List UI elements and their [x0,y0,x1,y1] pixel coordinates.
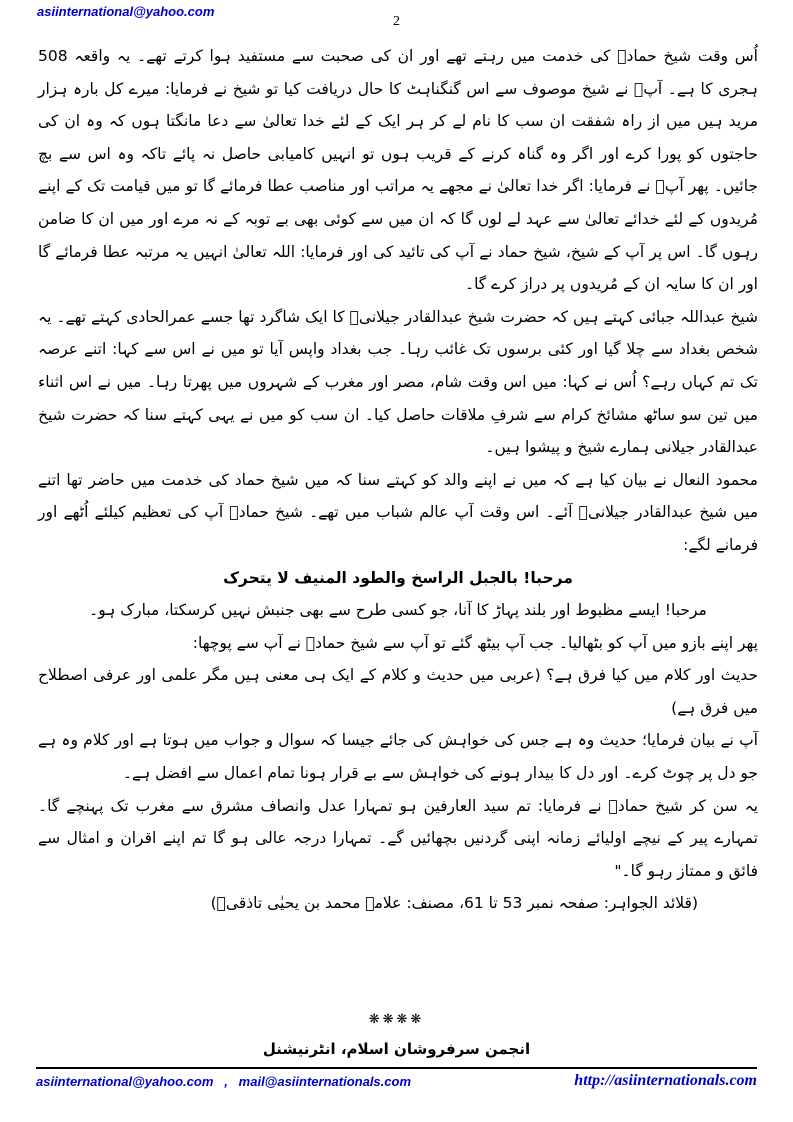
footer-website-link[interactable]: http://asiinternationals.com [574,1072,757,1089]
paragraph-3: محمود النعال نے بیان کیا ہے کہ میں نے اپنے والد کو کہتے سنا کہ میں شیخ حماد کی خدمت میں حاضر تھا اتنے میں شیخ عبدالقادر جیلانیؒ آئے۔ اس وقت آپ عالم شباب میں تھے۔ شیخ حمادؒ آپ کی تعظیم کیلئے اُٹھے اور فرمانے لگے: [38,470,758,554]
paragraph-1: اُس وقت شیخ حمادؒ کی خدمت میں رہتے تھے اور ان کی صحبت سے مستفید ہوا کرتے تھے۔ یہ واقعہ 508 ہجری کا ہے۔ آپؒ نے شیخ موصوف سے اس گنگناہٹ کا حال دریافت کیا تو شیخ نے فرمایا: میرے کل بارہ ہزار مرید ہیں میں از راہ شفقت ان سب کا نام لے کر ہر ایک کے لئے خدا تعالیٰ سے دعا مانگتا ہوں کہ وہ ان کی حاجتوں کو پورا کرے اور اگر وہ گناہ کرنے کے قریب ہوں تو انہیں کامیابی حاصل نہ پائے تاکہ وہ اس سے بچ جائیں۔ پھر آپؒ نے فرمایا: اگر خدا تعالیٰ نے مجھے یہ مراتب اور مناصب عطا فرمائے گا تو میں قیامت تک کے اپنے مُریدوں کے لئے خدائے تعالیٰ سے عہد لے لوں گا کہ ان میں سے کوئی بھی بے توبہ کے نہ مرے اور میں ان کا ضامن رہوں گا۔ اس پر آپ کے شیخ، شیخ حماد نے آپ کی تائید کی اور فرمایا: اللہ تعالیٰ انہیں یہ مرتبہ عطا فرمائے گا اور ان کا سایہ ان کے مُریدوں پر دراز کرے گا۔ [38,47,758,294]
paragraph-2: شیخ عبداللہ جبائی کہتے ہیں کہ حضرت شیخ عبدالقادر جیلانیؒ کا ایک شاگرد تھا جسے عمرالحادی کہتے تھے۔ یہ شخص بغداد سے چلا گیا اور کئی برسوں تک غائب رہا۔ جب بغداد واپس آیا تو میں نے اس سے کہا: اتنے عرصہ تک تم کہاں رہے؟ اُس نے کہا: میں اس وقت شام، مصر اور مغرب کے شہروں میں پھرتا رہا۔ میں نے اس اثناء میں تین سو ساٹھ مشائخ کرام سے شرفِ ملاقات حاصل کیا۔ ان سب کو میں نے یہی کہتے سنا کہ حضرت شیخ عبدالقادر جیلانی ہمارے شیخ و پیشوا ہیں۔ [38,307,758,457]
organization-name: انجمن سرفروشان اسلام، انٹرنیشنل [262,1040,531,1058]
header-email[interactable]: asiinternational@yahoo.com [37,4,215,19]
page-number: 2 [393,14,400,29]
paragraph-7: یہ سن کر شیخ حمادؒ نے فرمایا: تم سید العارفین ہو تمہارا عدل وانصاف مشرق سے مغرب تک پہنچے گا۔ تمہارے پیر کے نیچے اولیائے زمانہ اپنی گردنیں بچھائیں گے۔ تمہارا درجہ عالی ہو گا تم اپنے اقران و امثال سے فائق و ممتاز رہو گا۔" [38,796,758,880]
footer-emails[interactable]: asiinternational@yahoo.com , mail@asiinternationals.com [36,1074,412,1089]
source-reference: (قلائد الجواہر: صفحہ نمبر 53 تا 61، مصنف: علامہ محمد بن یحیٰی تاذقیؒ) [210,894,698,913]
quote-translation: مرحبا! ایسے مظبوط اور بلند پہاڑ کا آنا، جو کسی طرح سے بھی جنبش نہیں کرسکتا، مبارک ہو۔ [89,601,707,620]
paragraph-4: پھر اپنے بازو میں آپ کو بٹھالیا۔ جب آپ بیٹھ گئے تو آپ سے شیخ حمادؒ نے آپ سے پوچھا: [192,633,758,652]
decorative-stars: ❋❋❋❋ [368,1012,425,1027]
paragraph-6: آپ نے بیان فرمایا؛ حدیث وہ ہے جس کی خواہش کی جائے جیسا کہ سوال و جواب میں ہوتا ہے اور کلام وہ ہے جو دل پر چوٹ کرے۔ اور دل کا بیدار ہونے کی خواہش سے بے قرار ہونا تمام اعمال سے افضل ہے۔ [38,731,758,783]
footer-divider [36,1067,757,1069]
arabic-quote: مرحبا! بالجبل الراسخ والطود المنیف لا یتحرک [223,568,573,587]
paragraph-5: حدیث اور کلام میں کیا فرق ہے؟ (عربی میں حدیث و کلام کے ایک ہی معنی ہیں مگر علمی اور عرفی اصطلاح میں فرق ہے) [38,666,758,717]
page-body [38,40,758,920]
